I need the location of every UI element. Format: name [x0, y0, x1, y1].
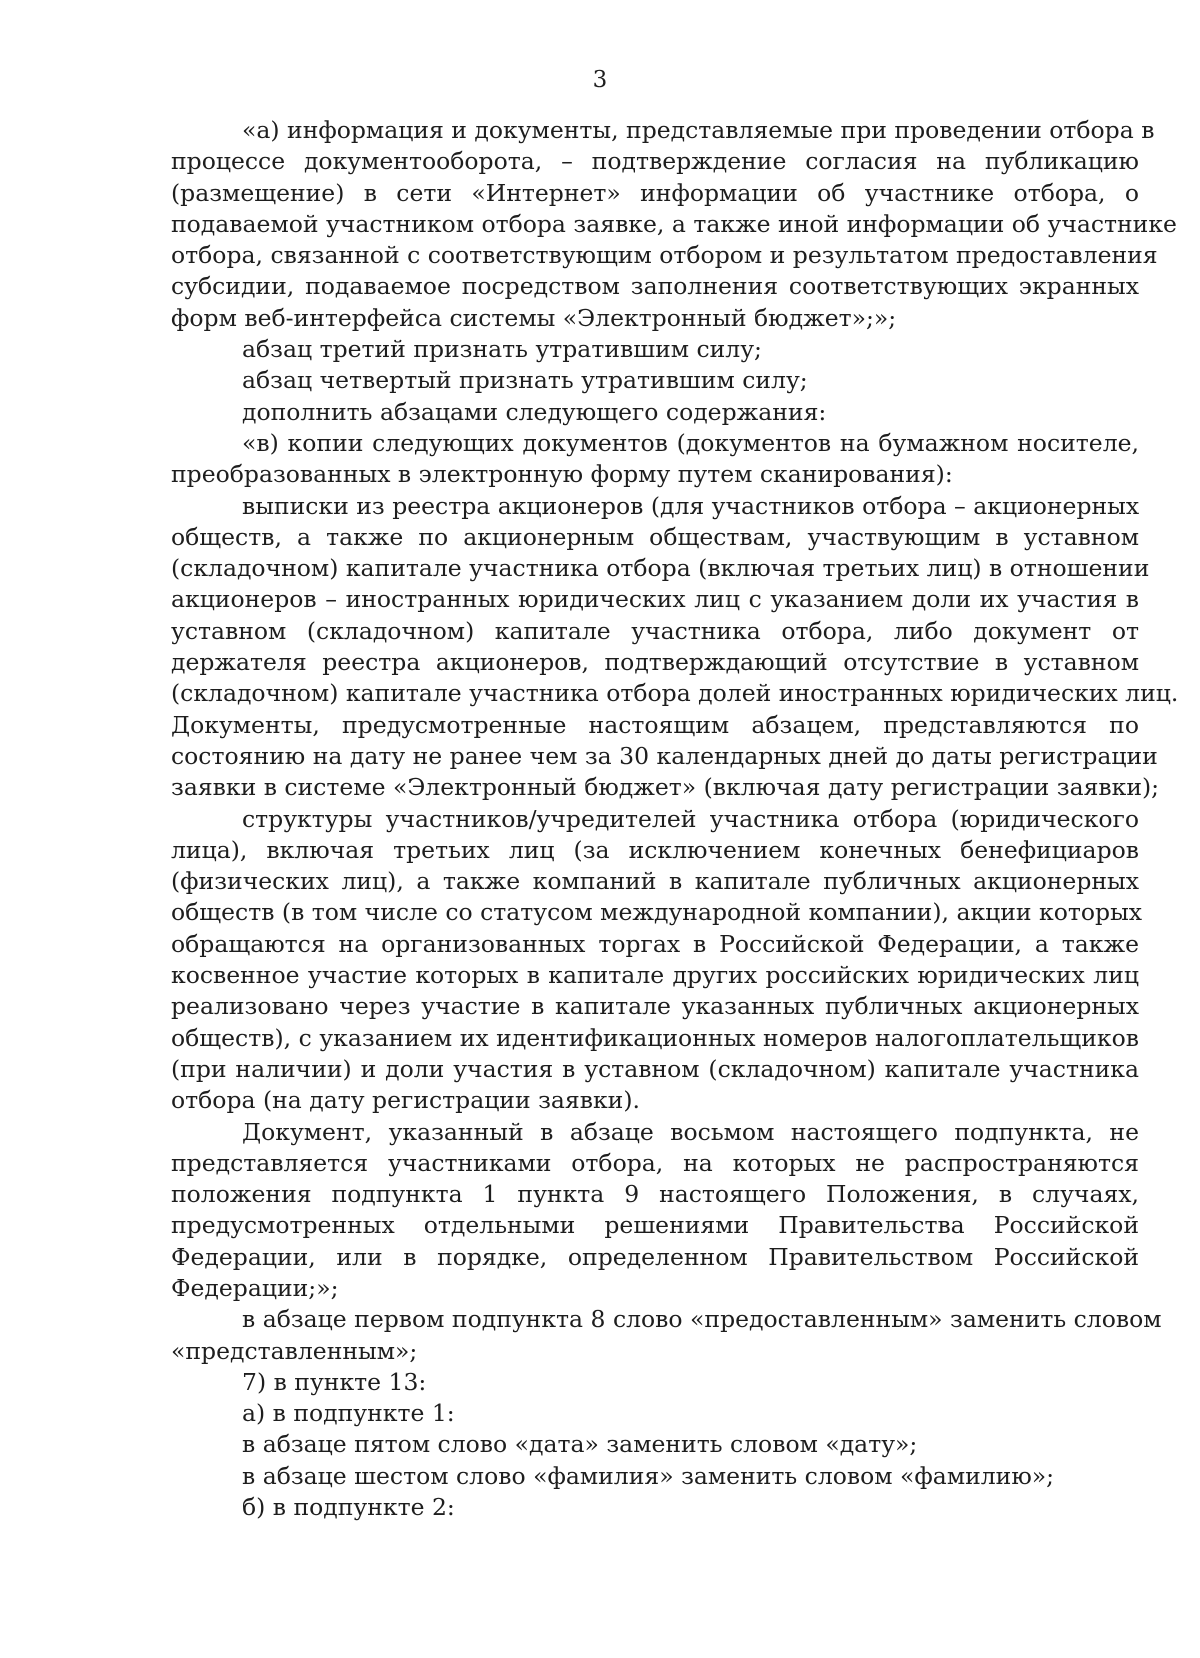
- text-line: отбора (на дату регистрации заявки).: [171, 1086, 640, 1115]
- text-line: процессе документооборота, – подтверждение согласия на публикацию: [171, 147, 1139, 176]
- text-line: уставном (складочном) капитале участника отбора, либо документ от: [171, 616, 1139, 645]
- text-line: косвенное участие которых в капитале других российских юридических лиц: [171, 961, 1139, 990]
- text-line: Документы, предусмотренные настоящим абзацем, представляются по: [171, 710, 1139, 739]
- text-line: реализовано через участие в капитале указанных публичных акционерных: [171, 992, 1139, 1021]
- text-line: положения подпункта 1 пункта 9 настоящего Положения, в случаях,: [171, 1180, 1139, 1209]
- text-line: (складочном) капитале участника отбора (включая третьих лиц) в отношении: [171, 554, 1150, 583]
- text-line: держателя реестра акционеров, подтверждающий отсутствие в уставном: [171, 648, 1139, 677]
- text-line: 7) в пункте 13:: [242, 1367, 427, 1396]
- text-line: структуры участников/учредителей участника отбора (юридического: [242, 804, 1139, 833]
- text-line: подаваемой участником отбора заявке, а также иной информации об участнике: [171, 209, 1177, 238]
- text-line: предусмотренных отдельными решениями Правительства Российской: [171, 1211, 1139, 1240]
- text-line: Документ, указанный в абзаце восьмом настоящего подпункта, не: [242, 1117, 1139, 1146]
- text-line: представляется участниками отбора, на которых не распространяются: [171, 1148, 1139, 1177]
- text-line: Федерации, или в порядке, определенном Правительством Российской: [171, 1242, 1139, 1271]
- text-line: абзац четвертый признать утратившим силу;: [242, 366, 808, 395]
- text-line: в абзаце пятом слово «дата» заменить словом «дату»;: [242, 1430, 918, 1459]
- text-line: (складочном) капитале участника отбора долей иностранных юридических лиц.: [171, 679, 1179, 708]
- text-line: «представленным»;: [171, 1336, 418, 1365]
- text-line: в абзаце первом подпункта 8 слово «предоставленным» заменить словом: [242, 1305, 1162, 1334]
- text-line: (при наличии) и доли участия в уставном (складочном) капитале участника: [171, 1054, 1139, 1083]
- text-line: (размещение) в сети «Интернет» информации об участнике отбора, о: [171, 178, 1139, 207]
- document-body: [171, 115, 1179, 1523]
- text-line: (физических лиц), а также компаний в капитале публичных акционерных: [171, 867, 1139, 896]
- text-line: лица), включая третьих лиц (за исключением конечных бенефициаров: [171, 835, 1139, 864]
- text-line: обществ), с указанием их идентификационных номеров налогоплательщиков: [171, 1023, 1139, 1052]
- page-number: 3: [592, 67, 608, 93]
- text-line: обществ, а также по акционерным обществам, участвующим в уставном: [171, 522, 1139, 551]
- text-line: форм веб-интерфейса системы «Электронный бюджет»;»;: [171, 303, 897, 332]
- text-line: б) в подпункте 2:: [242, 1493, 455, 1522]
- text-line: заявки в системе «Электронный бюджет» (включая дату регистрации заявки);: [171, 773, 1160, 802]
- text-line: Федерации;»;: [171, 1273, 339, 1302]
- text-line: «а) информация и документы, представляемые при проведении отбора в: [242, 116, 1155, 144]
- text-line: отбора, связанной с соответствующим отбором и результатом предоставления: [171, 241, 1158, 270]
- text-line: состоянию на дату не ранее чем за 30 календарных дней до даты регистрации: [171, 741, 1158, 770]
- text-line: а) в подпункте 1:: [242, 1399, 455, 1428]
- text-line: выписки из реестра акционеров (для участников отбора – акционерных: [242, 491, 1140, 520]
- text-line: обращаются на организованных торгах в Российской Федерации, а также: [171, 929, 1139, 958]
- text-line: акционеров – иностранных юридических лиц с указанием доли их участия в: [171, 585, 1139, 614]
- text-line: абзац третий признать утратившим силу;: [242, 335, 762, 364]
- text-line: в абзаце шестом слово «фамилия» заменить словом «фамилию»;: [242, 1461, 1055, 1490]
- text-line: обществ (в том числе со статусом международной компании), акции которых: [171, 898, 1143, 927]
- text-line: субсидии, подаваемое посредством заполнения соответствующих экранных: [171, 272, 1139, 301]
- text-line: преобразованных в электронную форму путем сканирования):: [171, 460, 953, 489]
- text-line: дополнить абзацами следующего содержания:: [242, 397, 827, 426]
- text-line: «в) копии следующих документов (документов на бумажном носителе,: [242, 428, 1139, 457]
